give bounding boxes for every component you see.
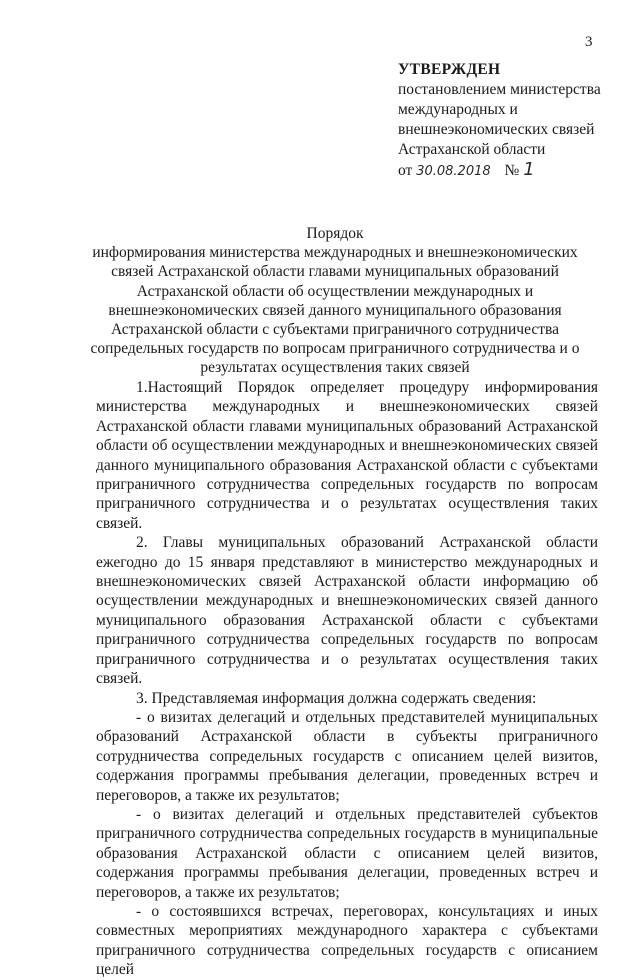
document-title: Порядок (306, 225, 364, 242)
handwritten-number: 1 (523, 159, 535, 180)
approval-line-2: международных и (398, 101, 518, 118)
date-prefix: от (398, 162, 413, 179)
approval-line-4: Астраханской области (398, 141, 546, 158)
approval-date-line (398, 160, 634, 182)
approval-block (398, 60, 634, 182)
document-subtitle: информирования министерства международных и внешнеэкономических связей Астраханской области главами муниципальных образований Астраханской области об осуществлении международных и внешнеэкономических связей данного муниципального образования Астраханской области с субъектами приграничного сотрудничества сопредельных государств по вопросам приграничного сотрудничества и о результатах осуществления таких связей (90, 244, 580, 377)
document-title-block (90, 224, 580, 378)
document-body (96, 378, 598, 980)
paragraph-1: 1.Настоящий Порядок определяет процедуру информирования министерства международных и внешнеэкономических связей Астраханской области главами муниципальных образований Астраханской области об осуществлении международных и внешнеэкономических связей данного муниципального образования Астраханской области с субъектами приграничного сотрудничества сопредельных государств по вопросам приграничного сотрудничества и о результатах осуществления таких связей. (96, 379, 598, 532)
number-prefix: № (504, 162, 520, 179)
approval-line-3: внешнеэкономических связей (398, 121, 595, 138)
paragraph-3: 3. Представляемая информация должна содержать сведения: (136, 689, 537, 707)
approval-heading: УТВЕРЖДЕН (398, 61, 501, 78)
bullet-3: - о состоявшихся встречах, переговорах, консультациях и иных совместных мероприятиях международного характера с субъектами приграничного сотрудничества сопредельных государств с описанием целей (96, 902, 598, 979)
bullet-2: - о визитах делегаций и отдельных представителей субъектов приграничного сотрудничества сопредельных государств в муниципальные образования Астраханской области с описанием целей визитов, содержания программы пребывания делегации, проведенных встреч и переговоров, а также их результатов; (96, 805, 598, 901)
bullet-1: - о визитах делегаций и отдельных представителей муниципальных образований Астраханской области в субъекты приграничного сотрудничества сопредельных государств с описанием целей визитов, содержания программы пребывания делегации, проведенных встреч и переговоров, а также их результатов; (96, 708, 598, 804)
handwritten-date: 30.08.2018 (416, 164, 491, 179)
page-number: 3 (585, 34, 593, 50)
approval-line-1: постановлением министерства (398, 81, 601, 98)
paragraph-2: 2. Главы муниципальных образований Астраханской области ежегодно до 15 января представляют в министерство международных и внешнеэкономических связей Астраханской области информацию об осуществлении международных и внешнеэкономических связей данного муниципального образования Астраханской области с субъектами приграничного сотрудничества сопредельных государств по вопросам приграничного сотрудничества и о результатах осуществления таких связей. (96, 534, 598, 688)
